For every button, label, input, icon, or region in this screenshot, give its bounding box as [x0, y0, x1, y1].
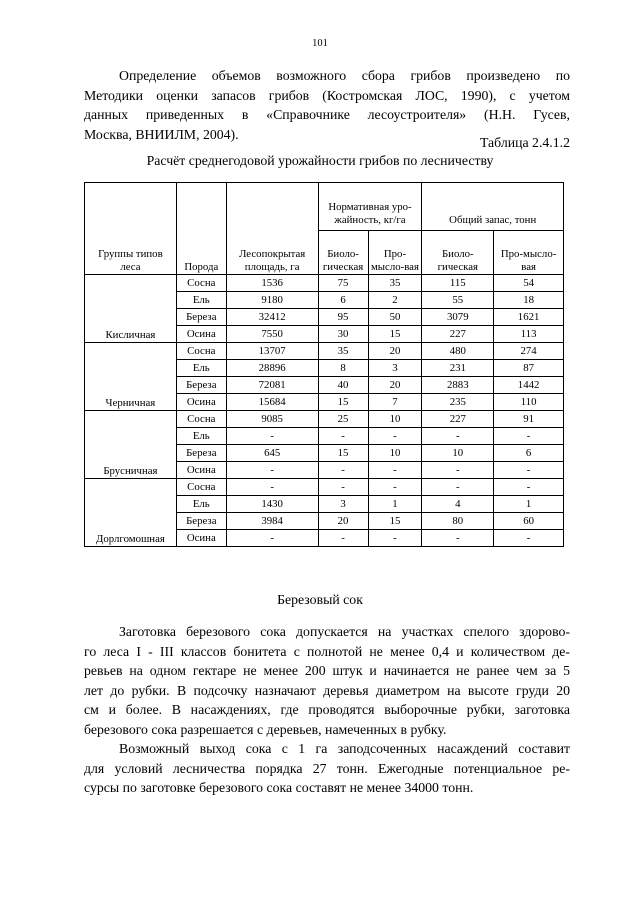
- header-norm-yield: Нормативная уро-жайность, кг/га: [318, 183, 422, 231]
- species-cell: Осина: [176, 394, 226, 411]
- norm-comm-cell: 20: [368, 377, 422, 394]
- species-cell: Ель: [176, 496, 226, 513]
- table-row: [85, 479, 564, 496]
- table-label: Таблица 2.4.1.2: [479, 135, 570, 150]
- norm-comm-cell: 15: [368, 326, 422, 343]
- stock-comm-cell: -: [494, 428, 564, 445]
- sap-paragraph-1: [84, 622, 570, 739]
- species-cell: Ель: [176, 428, 226, 445]
- forest-group-cell: Дорлгомошная: [85, 479, 177, 547]
- stock-comm-cell: 6: [494, 445, 564, 462]
- forest-group-cell: Черничная: [85, 343, 177, 411]
- stock-bio-cell: 231: [422, 360, 494, 377]
- norm-comm-cell: 10: [368, 411, 422, 428]
- page-number: 101: [312, 38, 328, 49]
- stock-comm-cell: -: [494, 479, 564, 496]
- forest-group-cell: Брусничная: [85, 411, 177, 479]
- stock-comm-cell: 1: [494, 496, 564, 513]
- area-cell: 13707: [226, 343, 318, 360]
- norm-comm-cell: 7: [368, 394, 422, 411]
- norm-comm-cell: 50: [368, 309, 422, 326]
- stock-comm-cell: 1442: [494, 377, 564, 394]
- norm-bio-cell: -: [318, 428, 368, 445]
- area-cell: 15684: [226, 394, 318, 411]
- area-cell: 28896: [226, 360, 318, 377]
- stock-bio-cell: 55: [422, 292, 494, 309]
- text-line: Заготовка березового сока допускается на участках спелого здорово-: [119, 624, 570, 639]
- stock-bio-cell: 115: [422, 275, 494, 292]
- stock-comm-cell: 87: [494, 360, 564, 377]
- table-row: [85, 275, 564, 292]
- norm-comm-cell: 20: [368, 343, 422, 360]
- text-line: Определение объемов возможного сбора грибов произведено по: [119, 68, 570, 83]
- area-cell: -: [226, 428, 318, 445]
- text-line: лет до рубки. В подсочку назначают деревья диаметром на высоте груди 20: [84, 682, 570, 698]
- norm-bio-cell: 40: [318, 377, 368, 394]
- stock-bio-cell: 227: [422, 411, 494, 428]
- stock-comm-cell: 91: [494, 411, 564, 428]
- norm-comm-cell: 15: [368, 513, 422, 530]
- text-line: для условий лесничества порядка 27 тонн. Ежегодные потенциальное ре-: [84, 760, 570, 776]
- area-cell: 1536: [226, 275, 318, 292]
- norm-comm-cell: -: [368, 479, 422, 496]
- norm-bio-cell: 20: [318, 513, 368, 530]
- area-cell: 9180: [226, 292, 318, 309]
- stock-bio-cell: 10: [422, 445, 494, 462]
- header-norm-bio: Биоло-гическая: [318, 231, 368, 275]
- norm-bio-cell: -: [318, 479, 368, 496]
- species-cell: Осина: [176, 326, 226, 343]
- text-line: Москва, ВНИИЛМ, 2004).: [84, 126, 239, 142]
- species-cell: Сосна: [176, 343, 226, 360]
- text-line: см и более. В насаждениях, где проводятся выборочные рубки, заготовка: [84, 702, 570, 717]
- species-cell: Ель: [176, 292, 226, 309]
- species-cell: Береза: [176, 513, 226, 530]
- norm-comm-cell: 2: [368, 292, 422, 309]
- norm-bio-cell: 25: [318, 411, 368, 428]
- header-stock-bio: Биоло-гическая: [422, 231, 494, 275]
- stock-comm-cell: -: [494, 462, 564, 479]
- stock-comm-cell: 110: [494, 394, 564, 411]
- stock-bio-cell: -: [422, 462, 494, 479]
- header-species: Порода: [176, 183, 226, 275]
- species-cell: Осина: [176, 530, 226, 547]
- forest-group-cell: Кисличная: [85, 275, 177, 343]
- norm-bio-cell: 3: [318, 496, 368, 513]
- area-cell: 72081: [226, 377, 318, 394]
- species-cell: Береза: [176, 377, 226, 394]
- norm-comm-cell: 35: [368, 275, 422, 292]
- text-line: Методики оценки запасов грибов (Костромская ЛОС, 1990), с учетом: [84, 87, 570, 103]
- area-cell: 645: [226, 445, 318, 462]
- stock-bio-cell: 80: [422, 513, 494, 530]
- stock-bio-cell: -: [422, 530, 494, 547]
- header-stock-comm: Про-мысло-вая: [494, 231, 564, 275]
- header-norm-comm: Про-мысло-вая: [368, 231, 422, 275]
- norm-comm-cell: -: [368, 428, 422, 445]
- norm-comm-cell: -: [368, 462, 422, 479]
- norm-bio-cell: 95: [318, 309, 368, 326]
- stock-bio-cell: 227: [422, 326, 494, 343]
- norm-bio-cell: 30: [318, 326, 368, 343]
- stock-comm-cell: 1621: [494, 309, 564, 326]
- text-line: ревьев на одном гектаре не менее 200 штук и начинается не ранее чем за 5: [84, 663, 570, 678]
- stock-comm-cell: 60: [494, 513, 564, 530]
- area-cell: 9085: [226, 411, 318, 428]
- norm-bio-cell: 15: [318, 445, 368, 462]
- norm-bio-cell: 35: [318, 343, 368, 360]
- text-line: данных приведенных в «Справочнике лесоустроителя» (Н.Н. Гусев,: [84, 107, 570, 122]
- norm-bio-cell: 8: [318, 360, 368, 377]
- species-cell: Ель: [176, 360, 226, 377]
- species-cell: Береза: [176, 445, 226, 462]
- stock-bio-cell: 3079: [422, 309, 494, 326]
- stock-bio-cell: -: [422, 479, 494, 496]
- species-cell: Сосна: [176, 479, 226, 496]
- stock-comm-cell: 18: [494, 292, 564, 309]
- stock-bio-cell: 4: [422, 496, 494, 513]
- table-row: [85, 343, 564, 360]
- species-cell: Сосна: [176, 411, 226, 428]
- stock-bio-cell: 235: [422, 394, 494, 411]
- stock-comm-cell: 54: [494, 275, 564, 292]
- area-cell: -: [226, 530, 318, 547]
- mushroom-yield-table: [84, 182, 564, 547]
- stock-bio-cell: 480: [422, 343, 494, 360]
- species-cell: Осина: [176, 462, 226, 479]
- header-area: Лесопокрытая площадь, га: [226, 183, 318, 275]
- stock-comm-cell: -: [494, 530, 564, 547]
- norm-bio-cell: -: [318, 462, 368, 479]
- norm-comm-cell: 1: [368, 496, 422, 513]
- stock-bio-cell: 2883: [422, 377, 494, 394]
- species-cell: Сосна: [176, 275, 226, 292]
- area-cell: -: [226, 479, 318, 496]
- area-cell: 3984: [226, 513, 318, 530]
- intro-paragraph: [84, 66, 570, 144]
- area-cell: 1430: [226, 496, 318, 513]
- area-cell: -: [226, 462, 318, 479]
- norm-comm-cell: 3: [368, 360, 422, 377]
- norm-comm-cell: -: [368, 530, 422, 547]
- stock-bio-cell: -: [422, 428, 494, 445]
- norm-bio-cell: 6: [318, 292, 368, 309]
- header-group: Группы типов леса: [85, 183, 177, 275]
- sap-paragraph-2: [84, 739, 570, 798]
- norm-bio-cell: 75: [318, 275, 368, 292]
- text-line: березового сока разрешается с деревьев, намеченных в рубку.: [84, 721, 447, 737]
- norm-bio-cell: 15: [318, 394, 368, 411]
- text-line: го леса I - III классов бонитета с полнотой не менее 0,4 и количеством де-: [84, 643, 570, 659]
- text-line: сурсы по заготовке березового сока составят не менее 34000 тонн.: [84, 780, 474, 795]
- text-line: Возможный выход сока с 1 га заподсоченных насаждений составит: [119, 741, 570, 756]
- table-row: [85, 411, 564, 428]
- species-cell: Береза: [176, 309, 226, 326]
- area-cell: 7550: [226, 326, 318, 343]
- area-cell: 32412: [226, 309, 318, 326]
- stock-comm-cell: 274: [494, 343, 564, 360]
- norm-comm-cell: 10: [368, 445, 422, 462]
- header-total-stock: Общий запас, тонн: [422, 183, 564, 231]
- section-title: Березовый сок: [277, 592, 363, 607]
- table-body: [85, 275, 564, 547]
- norm-bio-cell: -: [318, 530, 368, 547]
- table-title: Расчёт среднегодовой урожайности грибов по лесничеству: [146, 153, 494, 168]
- stock-comm-cell: 113: [494, 326, 564, 343]
